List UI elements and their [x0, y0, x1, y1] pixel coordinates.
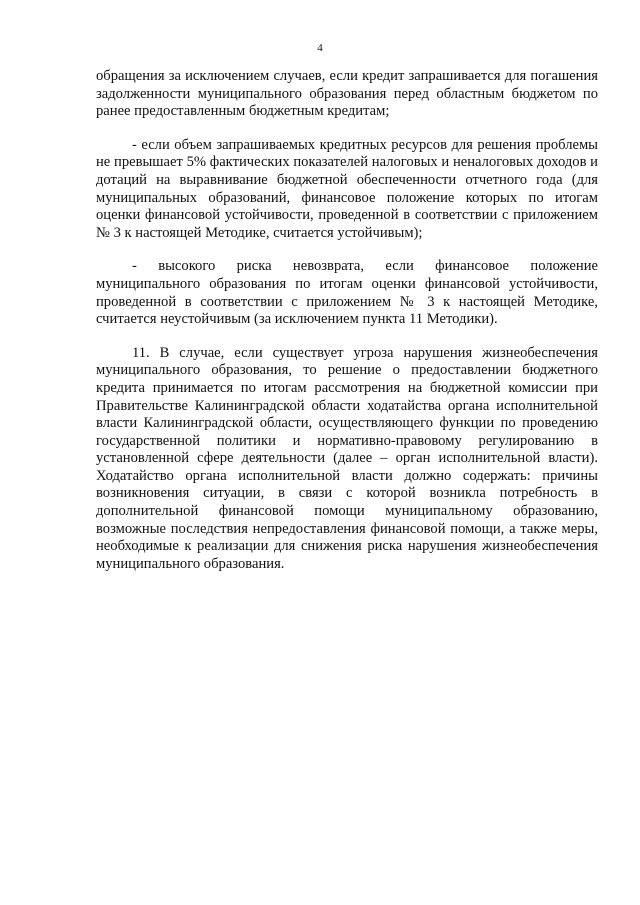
- document-body: [96, 68, 598, 573]
- paragraph-continuation: обращения за исключением случаев, если кредит запрашивается для погашения задолженности муниципального образования перед областным бюджетом по ранее предоставленным бюджетным кредитам;: [96, 68, 598, 120]
- paragraph-credit-limit-condition: - если объем запрашиваемых кредитных ресурсов для решения проблемы не превышает 5% фактических показателей налоговых и неналоговых доходов и дотаций на выравнивание бюджетной обеспеченности отчетного года (для муниципальных образований, финансовое положение которых по итогам оценки финансовой устойчивости, проведенной в соответствии с приложением № 3 к настоящей Методике, считается устойчивым);: [96, 136, 598, 241]
- page-number: 4: [317, 42, 323, 54]
- paragraph-item-11: 11. В случае, если существует угроза нарушения жизнеобеспечения муниципального образования, то решение о предоставлении бюджетного кредита принимается по итогам рассмотрения на бюджетной комиссии при Правительстве Калининградской области ходатайства органа исполнительной власти Калининградской области, осуществляющего функции по проведению государственной политики и нормативно-правовому регулированию в установленной сфере деятельности (далее – орган исполнительной власти). Ходатайство органа исполнительной власти должно содержать: причины возникновения ситуации, в связи с которой возникла потребность в дополнительной финансовой помощи муниципальному образованию, возможные последствия непредоставления финансовой помощи, а также меры, необходимые к реализации для снижения риска нарушения жизнеобеспечения муниципального образования.: [96, 344, 598, 572]
- paragraph-default-risk: - высокого риска невозврата, если финансовое положение муниципального образования по итогам оценки финансовой устойчивости, проведенной в соответствии с приложением № 3 к настоящей Методике, считается неустойчивым (за исключением пункта 11 Методики).: [96, 258, 598, 328]
